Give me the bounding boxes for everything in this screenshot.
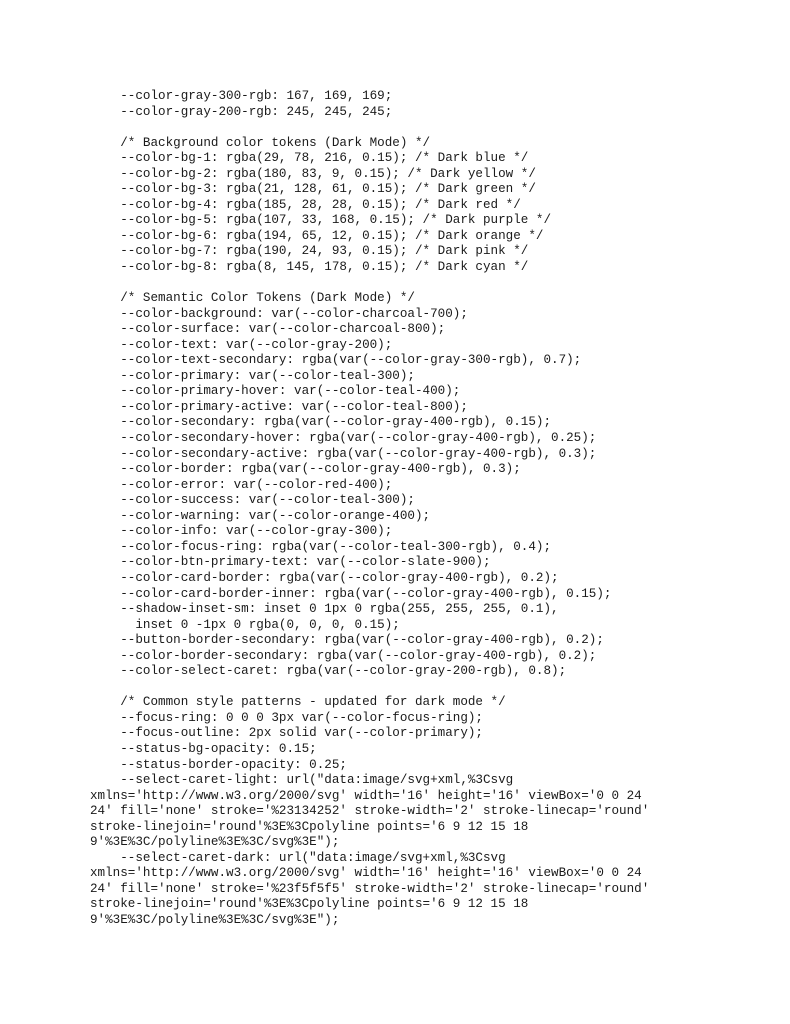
code-line: --focus-ring: 0 0 0 3px var(--color-focus-ring); [90, 710, 483, 725]
code-line: --color-border: rgba(var(--color-gray-400-rgb), 0.3); [90, 462, 521, 477]
code-line: --status-bg-opacity: 0.15; [90, 741, 317, 756]
code-line: --color-bg-6: rgba(194, 65, 12, 0.15); /* Dark orange */ [90, 228, 544, 243]
code-line: --color-bg-5: rgba(107, 33, 168, 0.15); /* Dark purple */ [90, 213, 552, 228]
code-line: --button-border-secondary: rgba(var(--color-gray-400-rgb), 0.2); [90, 633, 604, 648]
code-line: --color-bg-3: rgba(21, 128, 61, 0.15); /* Dark green */ [90, 182, 536, 197]
code-line: --color-background: var(--color-charcoal-700); [90, 306, 468, 321]
code-line: --color-gray-300-rgb: 167, 169, 169; [90, 89, 393, 103]
code-line: stroke-linejoin='round'%3E%3Cpolyline points='6 9 12 15 18 [90, 819, 529, 834]
code-line: --color-text-secondary: rgba(var(--color-gray-300-rgb), 0.7); [90, 353, 582, 368]
code-line: inset 0 -1px 0 rgba(0, 0, 0, 0.15); [90, 617, 400, 632]
code-line: --color-secondary-active: rgba(var(--color-gray-400-rgb), 0.3); [90, 446, 597, 461]
code-line: --color-bg-8: rgba(8, 145, 178, 0.15); /* Dark cyan */ [90, 260, 529, 275]
code-line: --focus-outline: 2px solid var(--color-primary); [90, 726, 483, 741]
code-line: --color-card-border: rgba(var(--color-gray-400-rgb), 0.2); [90, 570, 559, 585]
code-line: --color-gray-200-rgb: 245, 245, 245; [90, 104, 393, 119]
code-line: --color-border-secondary: rgba(var(--color-gray-400-rgb), 0.2); [90, 648, 597, 663]
code-line: 24' fill='none' stroke='%23134252' stroke-width='2' stroke-linecap='round' [90, 804, 650, 819]
code-line [90, 276, 770, 292]
code-line: --color-primary-hover: var(--color-teal-400); [90, 384, 461, 399]
code-line: --color-secondary-hover: rgba(var(--color-gray-400-rgb), 0.25); [90, 431, 597, 446]
code-line: --color-text: var(--color-gray-200); [90, 337, 393, 352]
css-code-listing [90, 89, 770, 929]
code-line: --color-secondary: rgba(var(--color-gray-400-rgb), 0.15); [90, 415, 552, 430]
code-line: --select-caret-light: url("data:image/svg+xml,%3Csvg [90, 773, 514, 788]
code-line: --color-warning: var(--color-orange-400); [90, 508, 431, 523]
code-line: 24' fill='none' stroke='%23f5f5f5' stroke-width='2' stroke-linecap='round' [90, 881, 650, 896]
code-line: 9'%3E%3C/polyline%3E%3C/svg%3E"); [90, 912, 340, 927]
code-line: --color-bg-7: rgba(190, 24, 93, 0.15); /* Dark pink */ [90, 244, 529, 259]
code-line: --color-error: var(--color-red-400); [90, 477, 393, 492]
code-line: /* Background color tokens (Dark Mode) */ [90, 135, 431, 150]
code-line: --color-success: var(--color-teal-300); [90, 493, 415, 508]
code-line: --color-primary: var(--color-teal-300); [90, 368, 415, 383]
code-line: --status-border-opacity: 0.25; [90, 757, 347, 772]
code-line: --color-bg-1: rgba(29, 78, 216, 0.15); /* Dark blue */ [90, 151, 529, 166]
code-line: --color-bg-2: rgba(180, 83, 9, 0.15); /* Dark yellow */ [90, 166, 536, 181]
code-line: --color-surface: var(--color-charcoal-800); [90, 322, 446, 337]
code-line: stroke-linejoin='round'%3E%3Cpolyline points='6 9 12 15 18 [90, 897, 529, 912]
code-line: /* Common style patterns - updated for dark mode */ [90, 695, 506, 710]
code-line: --shadow-inset-sm: inset 0 1px 0 rgba(255, 255, 255, 0.1), [90, 602, 559, 617]
code-line: xmlns='http://www.w3.org/2000/svg' width='16' height='16' viewBox='0 0 24 [90, 866, 642, 881]
code-line: --color-focus-ring: rgba(var(--color-teal-300-rgb), 0.4); [90, 539, 552, 554]
code-line: --color-primary-active: var(--color-teal-800); [90, 399, 468, 414]
code-line [90, 680, 770, 696]
code-line [90, 120, 770, 136]
code-line: --select-caret-dark: url("data:image/svg+xml,%3Csvg [90, 850, 506, 865]
code-line: --color-card-border-inner: rgba(var(--color-gray-400-rgb), 0.15); [90, 586, 612, 601]
code-line: --color-select-caret: rgba(var(--color-gray-200-rgb), 0.8); [90, 664, 567, 679]
code-line: 9'%3E%3C/polyline%3E%3C/svg%3E"); [90, 835, 340, 850]
code-line: --color-info: var(--color-gray-300); [90, 524, 393, 539]
code-line: /* Semantic Color Tokens (Dark Mode) */ [90, 291, 415, 306]
code-line: --color-bg-4: rgba(185, 28, 28, 0.15); /* Dark red */ [90, 197, 521, 212]
code-line: xmlns='http://www.w3.org/2000/svg' width='16' height='16' viewBox='0 0 24 [90, 788, 642, 803]
code-line: --color-btn-primary-text: var(--color-slate-900); [90, 555, 491, 570]
